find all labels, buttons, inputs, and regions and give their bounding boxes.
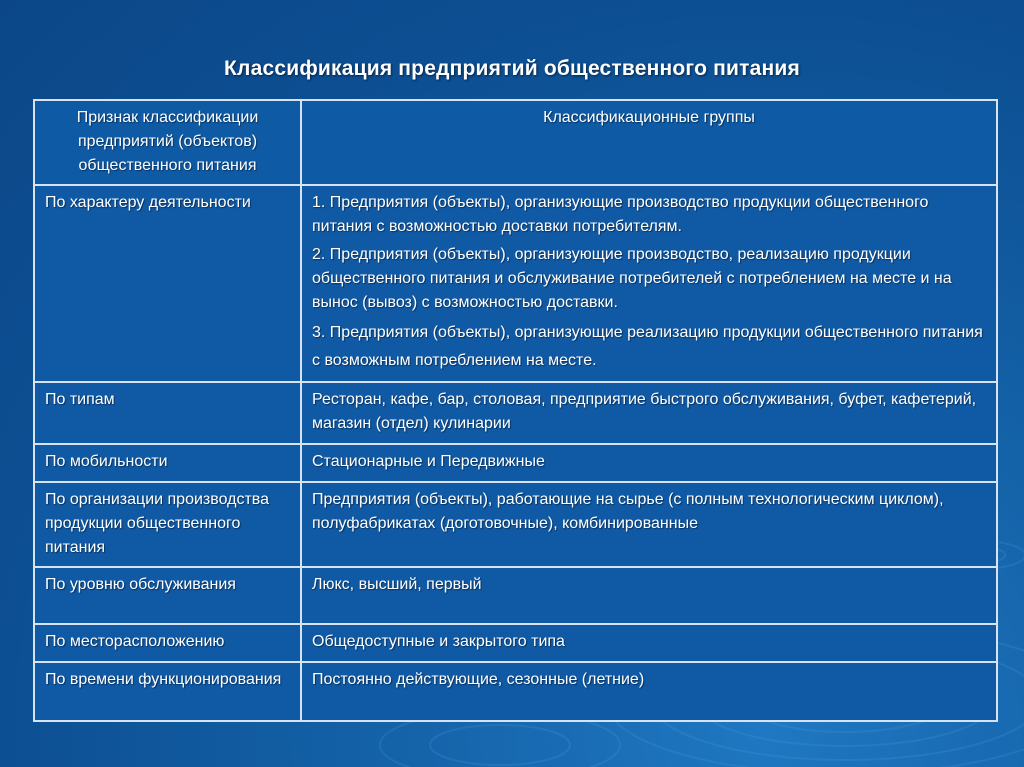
table-row <box>34 567 997 624</box>
table-row <box>34 662 997 721</box>
row-groups: Предприятия (объекты), работающие на сырье (с полным технологическим циклом), полуфабрикатах (доготовочные), комбинированные <box>301 482 997 567</box>
group-item: 1. Предприятия (объекты), организующие производство продукции общественного питания с возможностью доставки потребителям. <box>312 194 929 235</box>
row-criterion: По характеру деятельности <box>34 185 301 382</box>
table-row <box>34 185 997 382</box>
row-groups: Стационарные и Передвижные <box>301 444 997 482</box>
table-row <box>34 482 997 567</box>
header-groups: Классификационные группы <box>301 100 997 185</box>
table-row <box>34 444 997 482</box>
classification-table <box>33 99 998 722</box>
table-row <box>34 624 997 662</box>
row-groups: Люкс, высший, первый <box>301 567 997 624</box>
row-criterion: По мобильности <box>34 444 301 482</box>
row-criterion: По месторасположению <box>34 624 301 662</box>
table-header-row <box>34 100 997 185</box>
row-groups: Ресторан, кафе, бар, столовая, предприятие быстрого обслуживания, буфет, кафетерий, магазин (отдел) кулинарии <box>301 382 997 444</box>
row-criterion: По времени функционирования <box>34 662 301 721</box>
row-groups: Общедоступные и закрытого типа <box>301 624 997 662</box>
page-title: Классификация предприятий общественного питания <box>224 57 800 80</box>
group-item: 3. Предприятия (объекты), организующие реализацию продукции общественного питания с возможным потреблением на месте. <box>312 324 983 369</box>
header-criterion: Признак классификации предприятий (объектов) общественного питания <box>34 100 301 185</box>
row-criterion: По организации производства продукции общественного питания <box>34 482 301 567</box>
row-criterion: По типам <box>34 382 301 444</box>
row-groups: Постоянно действующие, сезонные (летние) <box>301 662 997 721</box>
group-item: 2. Предприятия (объекты), организующие производство, реализацию продукции общественного питания и обслуживание потребителей с потреблением на месте и на вынос (вывоз) с возможностью доставки. <box>312 246 952 311</box>
table-row <box>34 382 997 444</box>
row-criterion: По уровню обслуживания <box>34 567 301 624</box>
row-groups <box>301 185 997 382</box>
